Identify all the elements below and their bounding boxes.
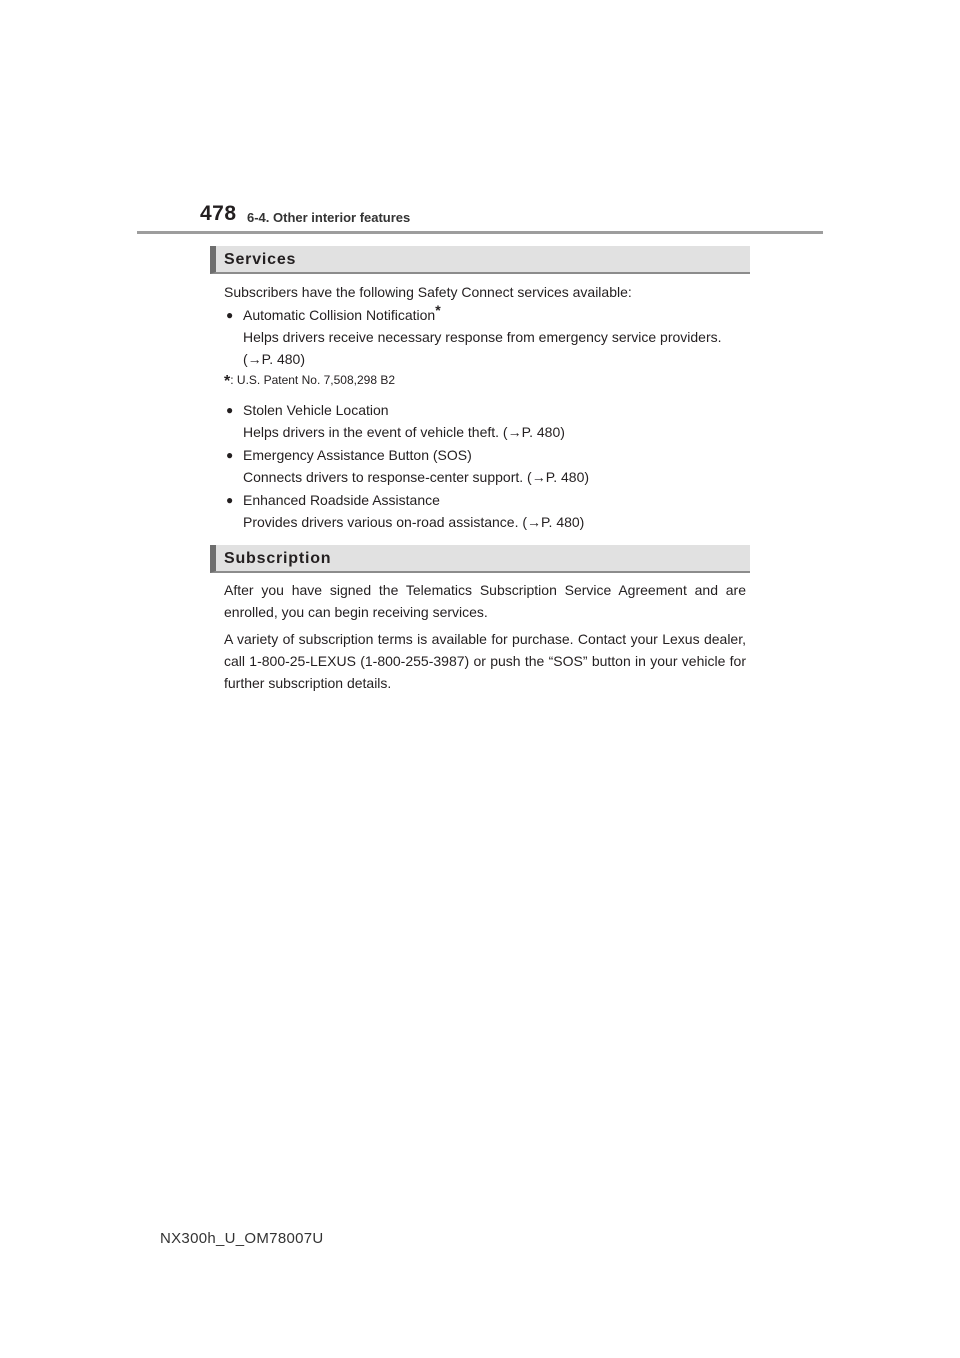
list-item-desc: Helps drivers in the event of vehicle theft. (→P. 480) (243, 424, 565, 440)
list-item (226, 304, 746, 370)
list-item-body (243, 399, 746, 443)
services-heading (210, 246, 750, 274)
subscription-paragraph: A variety of subscription terms is available for purchase. Contact your Lexus dealer, call 1-800-25-LEXUS (1-800-255-3987) or push the “SOS” button in your vehicle for further subscription details. (224, 631, 746, 691)
list-item-name: Emergency Assistance Button (SOS) (243, 447, 472, 463)
list-item (226, 399, 746, 443)
header-rule (137, 231, 823, 234)
list-item-desc: Helps drivers receive necessary response from emergency service providers. (243, 329, 722, 345)
list-item-desc: Provides drivers various on-road assistance. (→P. 480) (243, 514, 585, 530)
footnote-text: : U.S. Patent No. 7,508,298 B2 (230, 373, 396, 387)
bullet-icon: ● (226, 308, 234, 322)
subscription-title: Subscription (224, 550, 332, 567)
document-code: NX300h_U_OM78007U (160, 1230, 324, 1247)
services-intro: Subscribers have the following Safety Connect services available: (224, 284, 632, 300)
services-title: Services (224, 251, 297, 268)
list-item-name: Stolen Vehicle Location (243, 402, 389, 418)
list-item-name: Enhanced Roadside Assistance (243, 492, 440, 508)
list-item-body (243, 489, 746, 533)
asterisk-mark: * (435, 302, 441, 318)
subscription-heading (210, 545, 750, 573)
page-reference: (→P. 480) (243, 351, 305, 367)
asterisk-mark: * (224, 373, 231, 390)
section-path: 6-4. Other interior features (247, 210, 411, 225)
subscription-paragraph: After you have signed the Telematics Subscription Service Agreement and are enrolled, you can begin receiving services. (224, 582, 746, 620)
bullet-icon: ● (226, 403, 234, 417)
list-item-body (243, 444, 746, 488)
page-number: 478 (200, 202, 237, 225)
footnote (224, 373, 395, 391)
list-item (226, 444, 746, 488)
list-item-name: Automatic Collision Notification (243, 307, 436, 323)
bullet-icon: ● (226, 448, 234, 462)
list-item-body (243, 304, 746, 370)
bullet-icon: ● (226, 493, 234, 507)
list-item (226, 489, 746, 533)
list-item-desc: Connects drivers to response-center support. (→P. 480) (243, 469, 590, 485)
